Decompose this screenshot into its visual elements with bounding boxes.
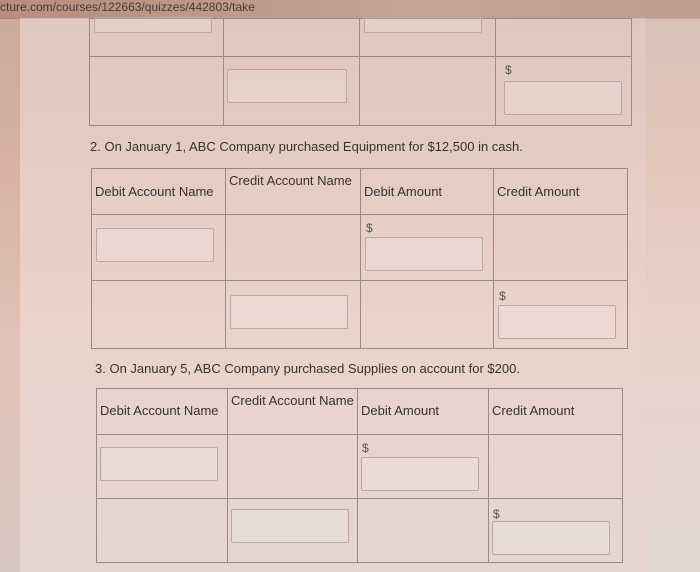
q3-row1-debit-amount-cell — [358, 435, 489, 499]
q2-row2-debit-account-cell — [92, 281, 226, 349]
q2-row1-credit-amount-cell — [494, 215, 628, 281]
q2-header-debit-account-name: Debit Account Name — [92, 169, 226, 215]
question2-journal-table — [91, 168, 628, 349]
q3-header-debit-account-name: Debit Account Name — [97, 389, 228, 435]
q2-credit-dollar-sign: $ — [499, 289, 506, 303]
q1-row1-credit-amount-cell — [496, 19, 632, 57]
q1-row1-credit-account-cell — [224, 19, 360, 57]
question3-journal-table — [96, 388, 623, 563]
q2-debit-amount-input[interactable] — [365, 237, 483, 271]
question2-prompt: 2. On January 1, ABC Company purchased Equipment for $12,500 in cash. — [90, 139, 523, 154]
q3-credit-amount-input[interactable] — [492, 521, 610, 555]
q3-header-credit-amount: Credit Amount — [489, 389, 623, 435]
q3-row2-debit-amount-cell — [358, 499, 489, 563]
q3-debit-dollar-sign: $ — [362, 441, 369, 455]
q1-row2-credit-account-cell — [224, 57, 360, 126]
q3-row1-debit-account-cell — [97, 435, 228, 499]
url-text: cture.com/courses/122663/quizzes/442803/take — [0, 0, 255, 14]
q2-credit-amount-input[interactable] — [498, 305, 616, 339]
q2-debit-dollar-sign: $ — [366, 221, 373, 235]
q2-header-credit-account-name: Credit Account Name — [226, 169, 361, 215]
q3-credit-account-input[interactable] — [231, 509, 349, 543]
q2-debit-account-input[interactable] — [96, 228, 214, 262]
q3-header-credit-account-name: Credit Account Name — [228, 389, 358, 435]
q1-debit-account-input-1[interactable] — [94, 17, 212, 33]
q2-header-debit-amount: Debit Amount — [361, 169, 494, 215]
q3-header-debit-amount: Debit Amount — [358, 389, 489, 435]
q1-credit-account-input-2[interactable] — [227, 69, 347, 103]
q2-row2-debit-amount-cell — [361, 281, 494, 349]
q1-row2-debit-amount-cell — [360, 57, 496, 126]
q3-debit-account-input[interactable] — [100, 447, 218, 481]
q2-row1-credit-account-cell — [226, 215, 361, 281]
q1-row1-debit-amount-cell — [360, 19, 496, 57]
q3-row2-credit-amount-cell — [489, 499, 623, 563]
q1-row2-debit-account-cell — [90, 57, 224, 126]
q3-debit-amount-input[interactable] — [361, 457, 479, 491]
q3-row2-credit-account-cell — [228, 499, 358, 563]
question3-prompt: 3. On January 5, ABC Company purchased Supplies on account for $200. — [95, 361, 520, 376]
q3-row1-credit-account-cell — [228, 435, 358, 499]
q2-row2-credit-amount-cell — [494, 281, 628, 349]
q2-row2-credit-account-cell — [226, 281, 361, 349]
q1-debit-amount-input-1[interactable] — [364, 17, 482, 33]
q2-row1-debit-account-cell — [92, 215, 226, 281]
q1-credit-dollar-sign: $ — [505, 63, 512, 77]
q1-row1-debit-account-cell — [90, 19, 224, 57]
q1-credit-amount-input-2[interactable] — [504, 81, 622, 115]
q1-row2-credit-amount-cell — [496, 57, 632, 126]
q3-row1-credit-amount-cell — [489, 435, 623, 499]
q2-credit-account-input[interactable] — [230, 295, 348, 329]
right-panel — [646, 18, 700, 572]
q2-header-credit-amount: Credit Amount — [494, 169, 628, 215]
q3-credit-dollar-sign: $ — [493, 507, 500, 521]
q2-row1-debit-amount-cell — [361, 215, 494, 281]
question1-journal-table — [89, 18, 632, 126]
q3-row2-debit-account-cell — [97, 499, 228, 563]
